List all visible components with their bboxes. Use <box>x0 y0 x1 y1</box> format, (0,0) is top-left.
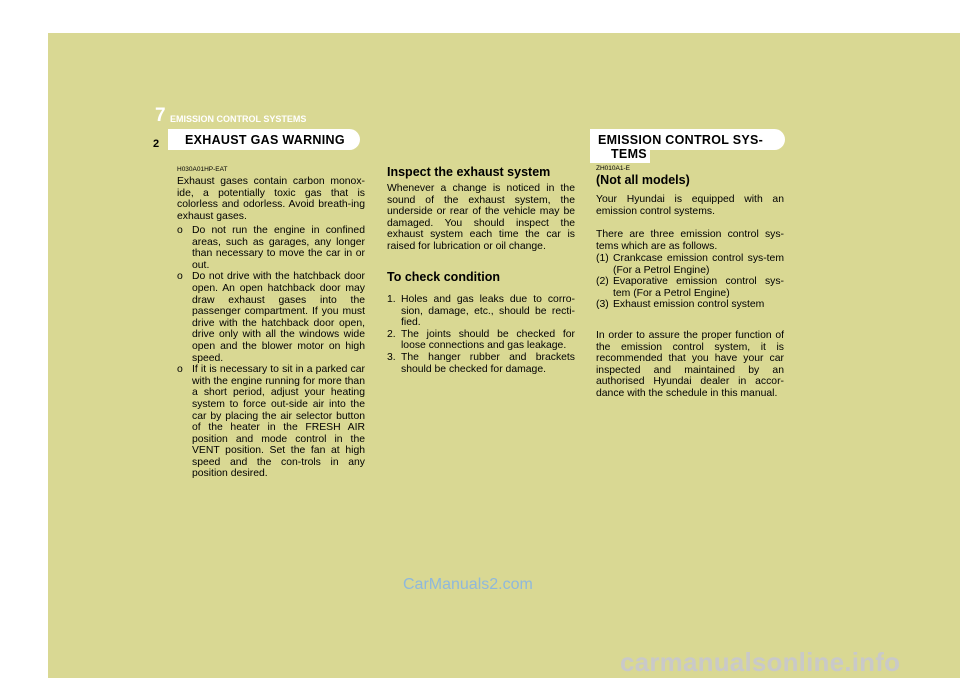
bullet-text: Do not run the engine in confined areas, such as garages, any longer than necessary to move the car in or out. <box>192 225 365 271</box>
item-text: Exhaust emission control system <box>613 299 765 311</box>
bullet-marker: o <box>177 225 183 236</box>
emission-control-heading-line1: EMISSION CONTROL SYS- <box>598 133 764 147</box>
item-number: (1) <box>596 253 609 264</box>
list-item <box>177 225 365 271</box>
carmanualsonline-watermark: carmanualsonline.info <box>620 647 901 677</box>
item-text: The hanger rubber and brackets should be checked for damage. <box>401 351 575 375</box>
check-condition-list <box>387 294 575 375</box>
item-text: Holes and gas leaks due to corro-sion, damage, etc., should be recti-fied. <box>401 294 575 329</box>
right-intro-paragraph: Your Hyundai is equipped with an emission control systems. <box>596 194 784 217</box>
bullet-marker: o <box>177 271 183 283</box>
list-item <box>596 253 784 276</box>
inspect-exhaust-paragraph: Whenever a change is noticed in the sound of the exhaust system, the underside or rear of the vehicle may be damaged. You should inspect the exhaust system each time the car is raised for lubrication or oil change. <box>387 183 575 252</box>
left-intro-paragraph: Exhaust gases contain carbon monox-ide, a potentially toxic gas that is colorless and odorless. Avoid breath-ing exhaust gases. <box>177 176 365 222</box>
emission-control-heading-line2: TEMS <box>611 147 647 161</box>
item-number: (2) <box>596 276 609 288</box>
exhaust-gas-warning-heading: EXHAUST GAS WARNING <box>185 133 345 147</box>
right-closing-paragraph: In order to assure the proper function of the emission control system, it is recommended that you have your car inspected and maintained by an authorised Hyundai dealer in accor-dance with the schedule in this manual. <box>596 330 784 399</box>
left-ref-code: H030A01HP-EAT <box>177 166 228 173</box>
right-ref-code: ZH010A1-E <box>596 165 630 172</box>
carmanuals2-watermark: CarManuals2.com <box>403 576 533 593</box>
list-item <box>387 329 575 352</box>
item-number: 3. <box>387 351 396 363</box>
check-condition-heading: To check condition <box>387 270 500 284</box>
list-item <box>387 294 575 329</box>
list-item <box>177 364 365 480</box>
inspect-exhaust-heading: Inspect the exhaust system <box>387 165 551 179</box>
emission-systems-list <box>596 253 784 311</box>
item-number: (3) <box>596 299 609 311</box>
left-bullet-list <box>177 225 365 480</box>
list-item <box>596 299 784 311</box>
bullet-text: If it is necessary to sit in a parked car with the engine running for more than a short period, adjust your heating system to force out-side air into the car by placing the air selector button of the heater in the FRESH AIR position and mode control in the VENT position. Set the fan at high speed and the con-trols in any position desired. <box>192 364 365 480</box>
item-text: The joints should be checked for loose connections and gas leakage. <box>401 328 575 352</box>
item-number: 2. <box>387 328 396 340</box>
page-number: 2 <box>153 138 160 150</box>
not-all-models-subheading: (Not all models) <box>596 173 690 187</box>
chapter-title: EMISSION CONTROL SYSTEMS <box>170 114 307 124</box>
bullet-marker: o <box>177 364 183 376</box>
item-text: Crankcase emission control sys-tem (For a Petrol Engine) <box>613 253 784 276</box>
list-item <box>596 276 784 299</box>
item-text: Evaporative emission control sys-tem (For a Petrol Engine) <box>613 276 784 299</box>
bullet-text: Do not drive with the hatchback door open. An open hatchback door may draw exhaust gases into the passenger compartment. If you must drive with the hatchback door open, drive only with all the windows wide open and the blower motor on high speed. <box>192 271 365 364</box>
list-item <box>177 271 365 364</box>
item-number: 1. <box>387 294 396 305</box>
right-intro-paragraph-2: There are three emission control sys-tems which are as follows. <box>596 229 784 252</box>
list-item <box>387 352 575 375</box>
chapter-number: 7 <box>155 105 166 126</box>
emission-control-heading <box>598 133 778 161</box>
